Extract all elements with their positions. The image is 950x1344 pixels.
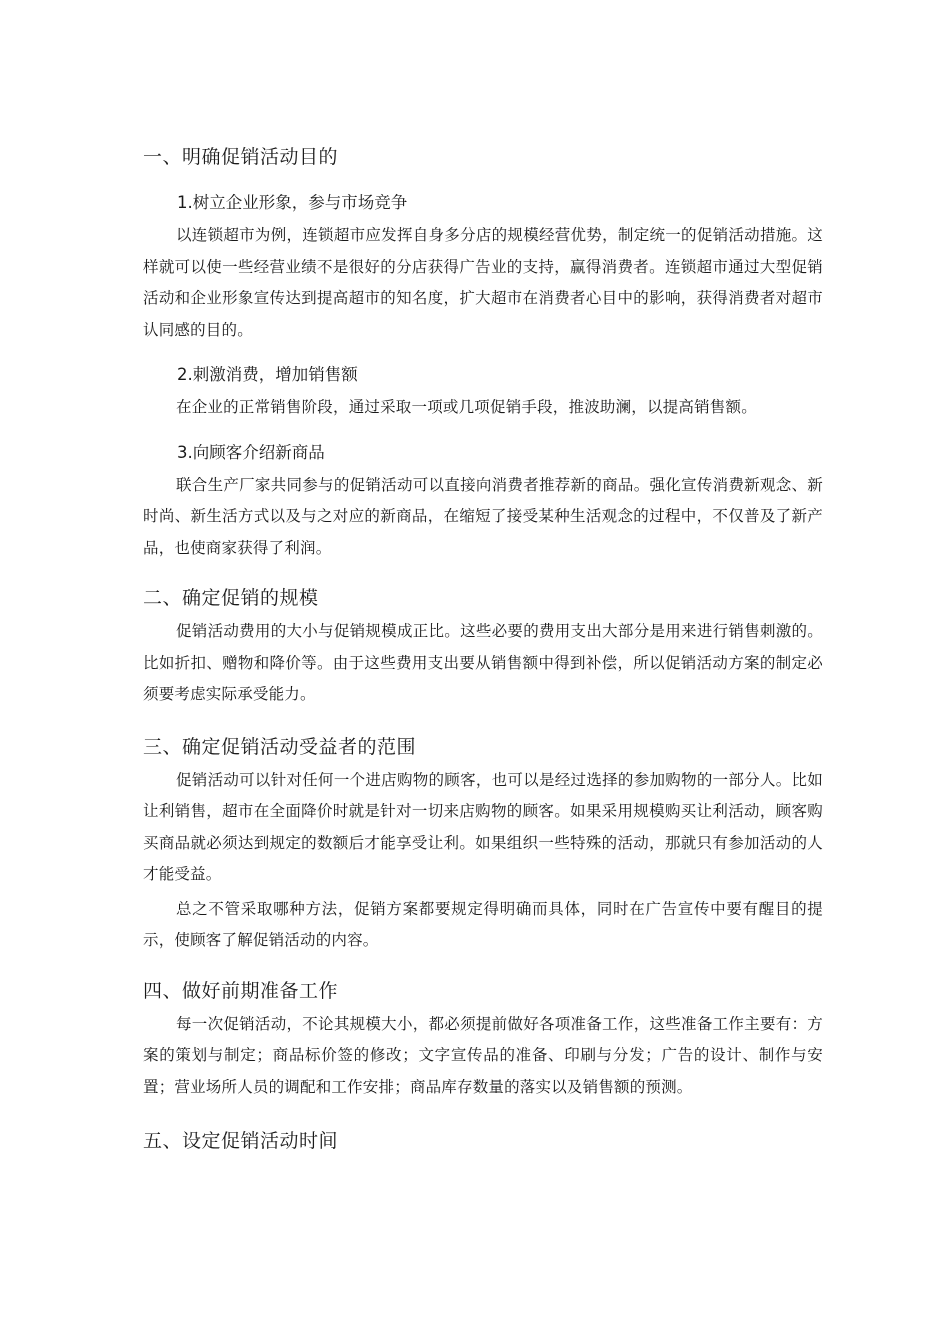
section-heading-3: 三、确定促销活动受益者的范围 [143, 735, 417, 758]
paragraph-3-2: 总之不管采取哪种方法，促销方案都要规定得明确而具体，同时在广告宣传中要有醒目的提示，使顾客了解促销活动的内容。 [143, 899, 823, 949]
section-heading-2: 二、确定促销的规模 [143, 587, 319, 609]
document-page [143, 142, 823, 1156]
paragraph-4: 每一次促销活动，不论其规模大小，都必须提前做好各项准备工作，这些准备工作主要有：方案的策划与制定；商品标价签的修改；文字宣传品的准备、印刷与分发；广告的设计、制作与安置；营业场所人员的调配和工作安排；商品库存数量的落实以及销售额的预测。 [143, 1014, 823, 1096]
subheading-1-1: 1.树立企业形象，参与市场竞争 [177, 193, 408, 212]
subheading-1-3: 3.向顾客介绍新商品 [177, 442, 325, 462]
subheading-1-2: 2.刺激消费，增加销售额 [177, 365, 358, 384]
section-heading-4: 四、做好前期准备工作 [143, 979, 339, 1002]
section-heading-5: 五、设定促销活动时间 [143, 1130, 339, 1152]
section-heading-1: 一、明确促销活动目的 [143, 146, 339, 168]
paragraph-1-2: 在企业的正常销售阶段，通过采取一项或几项促销手段，推波助澜，以提高销售额。 [176, 398, 757, 416]
paragraph-1-3: 联合生产厂家共同参与的促销活动可以直接向消费者推荐新的商品。强化宣传消费新观念、新时尚、新生活方式以及与之对应的新商品，在缩短了接受某种生活观念的过程中，不仅普及了新产品，也使商家获得了利润。 [143, 475, 823, 557]
paragraph-2: 促销活动费用的大小与促销规模成正比。这些必要的费用支出大部分是用来进行销售刺激的。比如折扣、赠物和降价等。由于这些费用支出要从销售额中得到补偿，所以促销活动方案的制定必须要考虑实际承受能力。 [143, 622, 823, 703]
paragraph-1-1: 以连锁超市为例，连锁超市应发挥自身多分店的规模经营优势，制定统一的促销活动措施。这样就可以使一些经营业绩不是很好的分店获得广告业的支持，赢得消费者。连锁超市通过大型促销活动和企业形象宣传达到提高超市的知名度，扩大超市在消费者心目中的影响，获得消费者对超市认同感的目的。 [143, 226, 823, 339]
paragraph-3-1: 促销活动可以针对任何一个进店购物的顾客，也可以是经过选择的参加购物的一部分人。比如让利销售，超市在全面降价时就是针对一切来店购物的顾客。如果采用规模购买让利活动，顾客购买商品就必须达到规定的数额后才能享受让利。如果组织一些特殊的活动，那就只有参加活动的人才能受益。 [143, 770, 823, 883]
